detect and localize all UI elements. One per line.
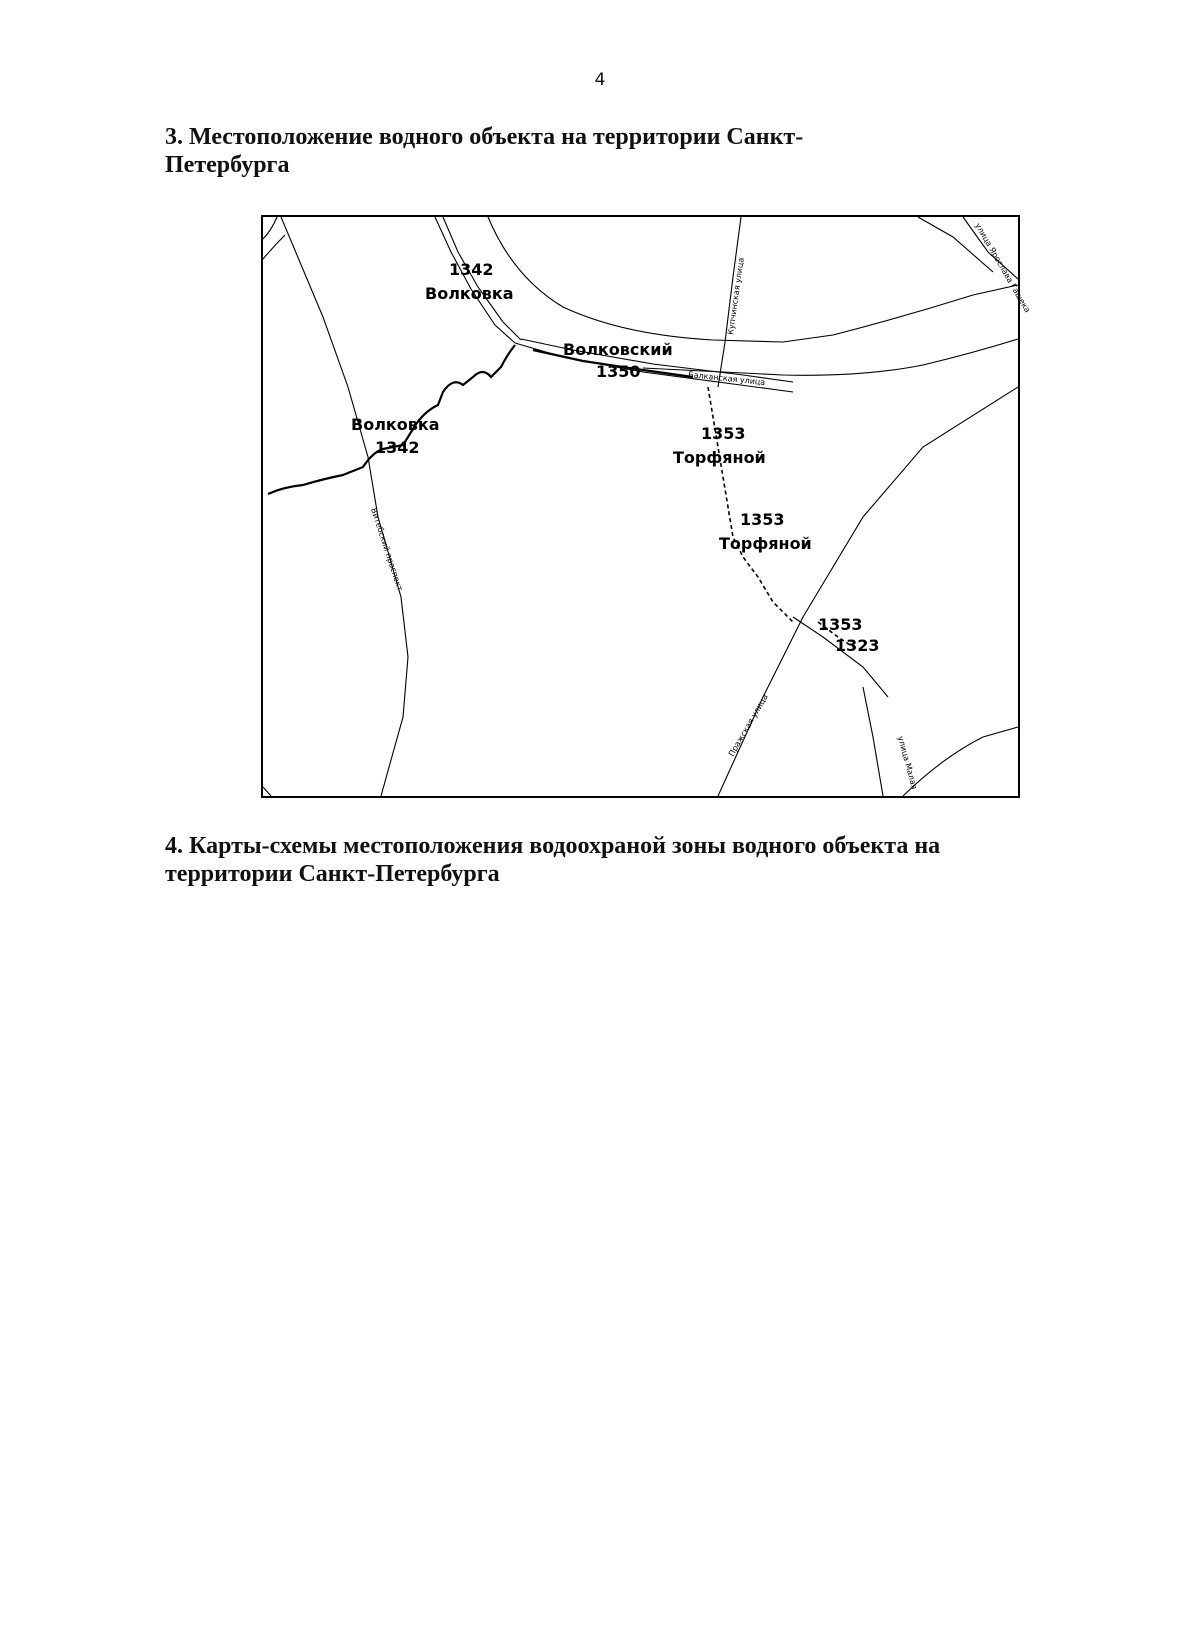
label-volkovka-top-code: 1342	[449, 260, 494, 279]
road-bottom-right	[863, 687, 883, 796]
label-junction-code-a: 1353	[818, 615, 863, 634]
street-bottom-right: улица Малая	[896, 735, 919, 791]
label-volkovka-top-name: Волковка	[425, 284, 514, 303]
street-posadskaya: Пражская улица	[726, 692, 770, 758]
label-torfyanoy-2-code: 1353	[740, 510, 785, 529]
street-top-right: улица Ярослава Гашека	[973, 221, 1032, 315]
page-number: 4	[594, 70, 606, 90]
label-volkovsky-name: Волковский	[563, 340, 673, 359]
map-canvas	[263, 217, 1032, 796]
label-torfyanoy-1-code: 1353	[701, 424, 746, 443]
street-kupchinskaya: Купчинская улица	[726, 257, 746, 336]
road-vitebsky	[281, 217, 408, 796]
street-balkanskaya: Балканская улица	[687, 370, 766, 388]
label-volkovka-left-code: 1342	[375, 438, 420, 457]
section-3-heading: 3. Местоположение водного объекта на территории Санкт-Петербурга	[165, 124, 804, 178]
label-junction-code-b: 1323	[835, 636, 880, 655]
road-volkovka-b	[435, 217, 515, 343]
label-volkovka-left-name: Волковка	[351, 415, 440, 434]
label-volkovsky-code: 1350	[596, 362, 641, 381]
road-corner-bottom-left	[263, 787, 271, 796]
ditch-torfyanoy	[708, 387, 793, 622]
section-4-heading: 4. Карты-схемы местоположения водоохраной зоны водного объекта на территории Санкт-Петербурга	[165, 833, 941, 887]
street-vitebsky: Витебский проспект	[369, 506, 405, 593]
label-torfyanoy-1-name: Торфяной	[673, 448, 766, 467]
label-torfyanoy-2-name: Торфяной	[719, 534, 812, 553]
location-map	[261, 215, 1032, 798]
road-upper-curve	[488, 217, 1018, 342]
road-corner-top-left	[263, 235, 285, 259]
road-bottom-right-curve	[903, 727, 1018, 796]
road-corner-top-left-2	[263, 217, 277, 239]
